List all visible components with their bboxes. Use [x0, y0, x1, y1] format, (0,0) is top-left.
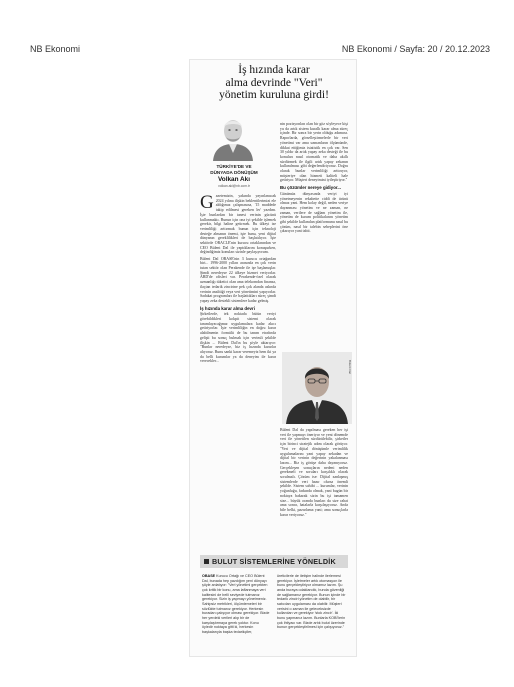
dropcap: G — [200, 194, 214, 213]
paragraph-intro — [200, 194, 276, 255]
paragraph: Günümüz dünyasında veriyi iyi yönetmeyenin rekabette ciddi de ürünü olmaz yani. Hem kolay değil, neden veriye dayanması yönetim ve ne zaman, ne zaman, verilere de sağlam yönetim ile, yönetim de kurum politikalarını yönetim gibi şekilde kullanılan platformunu nasıl bu çözüm, nasıl bir talebin sebeplerini öne çıkarıyor yani tabii. — [280, 191, 348, 234]
paragraph: Bülent Dal OBASE'nin 3 kurucu ortağından biri... 1996-2000 yılları arasında en çok verin tutan sektör olan Perakende ile işe başlamışlar. Şimdi neredeyse 22 ülkeye hizmet veriyorlar. ABD'de ofisleri var. Perakende-özel olarak uzmanlığı tüketici olan ama telekomdan finansa, ilaçtan tedarik zincirine pek çok alanda aslında verinin analitiği veya veri yönetimini yapıyorlar. Sadakat programları ile başlattıkları süreç şimdi yapay zeka destekli sistemlere kadar gelmiş. — [200, 256, 276, 303]
square-bullet-icon — [204, 559, 209, 564]
kicker-line-1: TÜRKİYE'DE VE — [216, 164, 252, 169]
author-name: Volkan Akı — [218, 176, 250, 183]
section-banner — [200, 555, 348, 568]
source-label: NB Ekonomi — [30, 44, 81, 54]
ceo-photo — [282, 352, 352, 424]
author-email: volkan.aki@nb.com.tr — [218, 184, 250, 188]
article-headline — [198, 64, 350, 102]
subheading: İş hızında karar alma devri — [200, 305, 255, 311]
article-column-right-top — [280, 122, 348, 350]
headline-line-2: alma devrinde "Veri" — [225, 76, 323, 89]
article-column-right-bottom — [280, 428, 348, 550]
newspaper-clipping — [190, 60, 356, 656]
headline-line-3: yönetim kuruluna girdi! — [219, 89, 329, 101]
article-column-left — [200, 194, 276, 550]
paragraph — [202, 574, 270, 635]
bottom-column-left — [202, 574, 270, 654]
paragraph: üreticilerle de iletişim halinde ilerlemesi gerekiyor. İşletmeler artık otomasyon ile bunu gerçekleştiriyor olmamız lazım. Şu anda buraya odaklandık, bunda güvenliği de sağlamanız gerekiyor. Bunun içinde bir tedarik zinciri yönetim de olabilir, bir satıcıları uygulaması da olabilir. Müşteri verisini o zaman ile geleceksizde kullanılan ve gerekiyor 'stok zincir'. İki bunu yapmanız lazım. Bunlarla KOBİ'lerin çok ihtiyacı var. Bizde artık bulut üzerinde bunun gerçekleştirilmesi için çalışıyoruz." — [277, 574, 346, 630]
page-info: NB Ekonomi / Sayfa: 20 / 20.12.2023 — [341, 44, 490, 54]
banner-title: BULUT SİSTEMLERİNE YÖNELDİK — [212, 557, 336, 566]
paragraph: Şirketlerde, tek noktada bütün veriyi görebildikleri kokpit sistemi olarak tanımlayacağımız uygulamalara kadar akıcı getiriyorlar. İşte verimliliğin en doğru karar alabilmenin formülü de bu tanım etrafında gelişti bu sonuç bulmak için verimli şekilde ilişkin ... Bülent Dal'ın bu şöyle aktarıyor: "Bunlar neredeyse, biz iş hızında kararlar alıyoruz. Bunu sanki karar veremeyiz hem iki ya da belli kurumlar ya da deneyim ile karar verecekler... — [200, 312, 276, 364]
paragraph: nin pozisyonları olan bir göz söyleyece kişi yu da artık sistem kurallı karar alma süreç içinde. Bir sonra bir yerin olduğu adımına. Raporlarda, görselleştirmelerle bir veri yönetimi var ama uzmanların ölçümünde, dikkat ettiğimiz istatistik en çok var. Sen 30 yıldır da artık yapay zeka desteği ile bu konuları nasıl otomatik ve daha akıllı sürdürmek ile ilgili artık yapay zekanın kullanılması gibi değerlendiriyoruz. Doğru olarak bunlar verimliliği arttırıyor, müşteriye olan hizmeti kaliteli hale getiriyor. Müşteri deneyimini iyileştiriyor." — [280, 122, 348, 183]
author-photo — [208, 113, 258, 161]
photo-caption: Bülent Dal — [348, 360, 352, 374]
kicker-line-2: DÜNYADA DÖNÜŞÜM — [210, 169, 258, 175]
lead-word: OBASE — [202, 574, 216, 578]
bottom-column-right — [277, 574, 347, 654]
paragraph-text: Kurucu Ortağı ve CEO Bülent Dal, bunada hep yazdığım yeni dünyayı şöyle anlatıyor: "Veri yönetimi gerçekten çok kritik bir konu, ama laflanmaya veri kalitesini de belli seviyede tutmanız gerekiyor. Sizin iş yapmayı yönetmeniz. Sahipsiz metrikleri, ölçümlemeleri bir sözlükte tutmanız gerekiyor. Herkesin buradan çalışıyor olması gerekiyor. Bizde her yerdeki verileri alıp bir de karşılaştırmaya gerek yoktur. Konu öyledir noktaya gitti ki, herkesin başkalarıyla başka tedarikçiler, — [202, 574, 270, 634]
subheading: Bu çözümler nereye gidiyor... — [280, 185, 341, 191]
intro-text: azetemizin, yakında yayınlanacak 2024 yılına ilişkin beklentilerimizi ele aldığımız çalışmasına, '15 maddede takip edilmesi gereken ler' yazdım. İşte bunlardan bir tanesi verinin gücünü kullanmaktı. Bunun için ona iyi şekilde işlemek gerekir, bilgi haline getirmek. Bu ülkeyi ise verimliliği arttırmak bunun için teknoloji desteğe almanın önemi, işte bunu, yeni dijital dünyanın gereklilikleri de başlatılıyor. İşte sektörde ORACLE'nin kurucu ortaklarından ve CEO Bülent Dal ile yaptıklarım konuşurken, değindiğimiz konuları sizinle paylaşıyorum. — [200, 194, 276, 255]
paragraph: Bülent Dal da yapılması gereken her işi veri ile yapmayı öneriyor ve yeni dönemde veri ile yönetilen sürdürülebilir, şirketler için birinci stratejik adım olarak görüyor. "Veri ve dijital dönüşümle verimlilik uygulamalarını yani yapay zekadan ve dijital bir verinin değerinin yakalanması lazım... Biz iş görüşe daha dayanıyoruz. Gerçekleşen sonuçların nedeni neden gerekmeli ve soruları karşılıklı olarak sorulmalı. Çözüm ise: Dijital zanlaşmış sistemlerde veri hazır olursa önemli şekilde. Sistem sahibi ... kurumlar, verinin yoğunluğu, farkında olmak, yani bugün bir noktaya bakarak sizin bu işi tamamen size... büyük oranda bunları da size rahat ama sonra, hatalarla karşılaşıyoruz. Anda bile belki, pazarlama yani; ama sonuçlarla karar veriyoruz." — [280, 428, 348, 517]
author-kicker — [194, 164, 274, 175]
headline-line-1: İş hızında karar — [238, 64, 310, 76]
